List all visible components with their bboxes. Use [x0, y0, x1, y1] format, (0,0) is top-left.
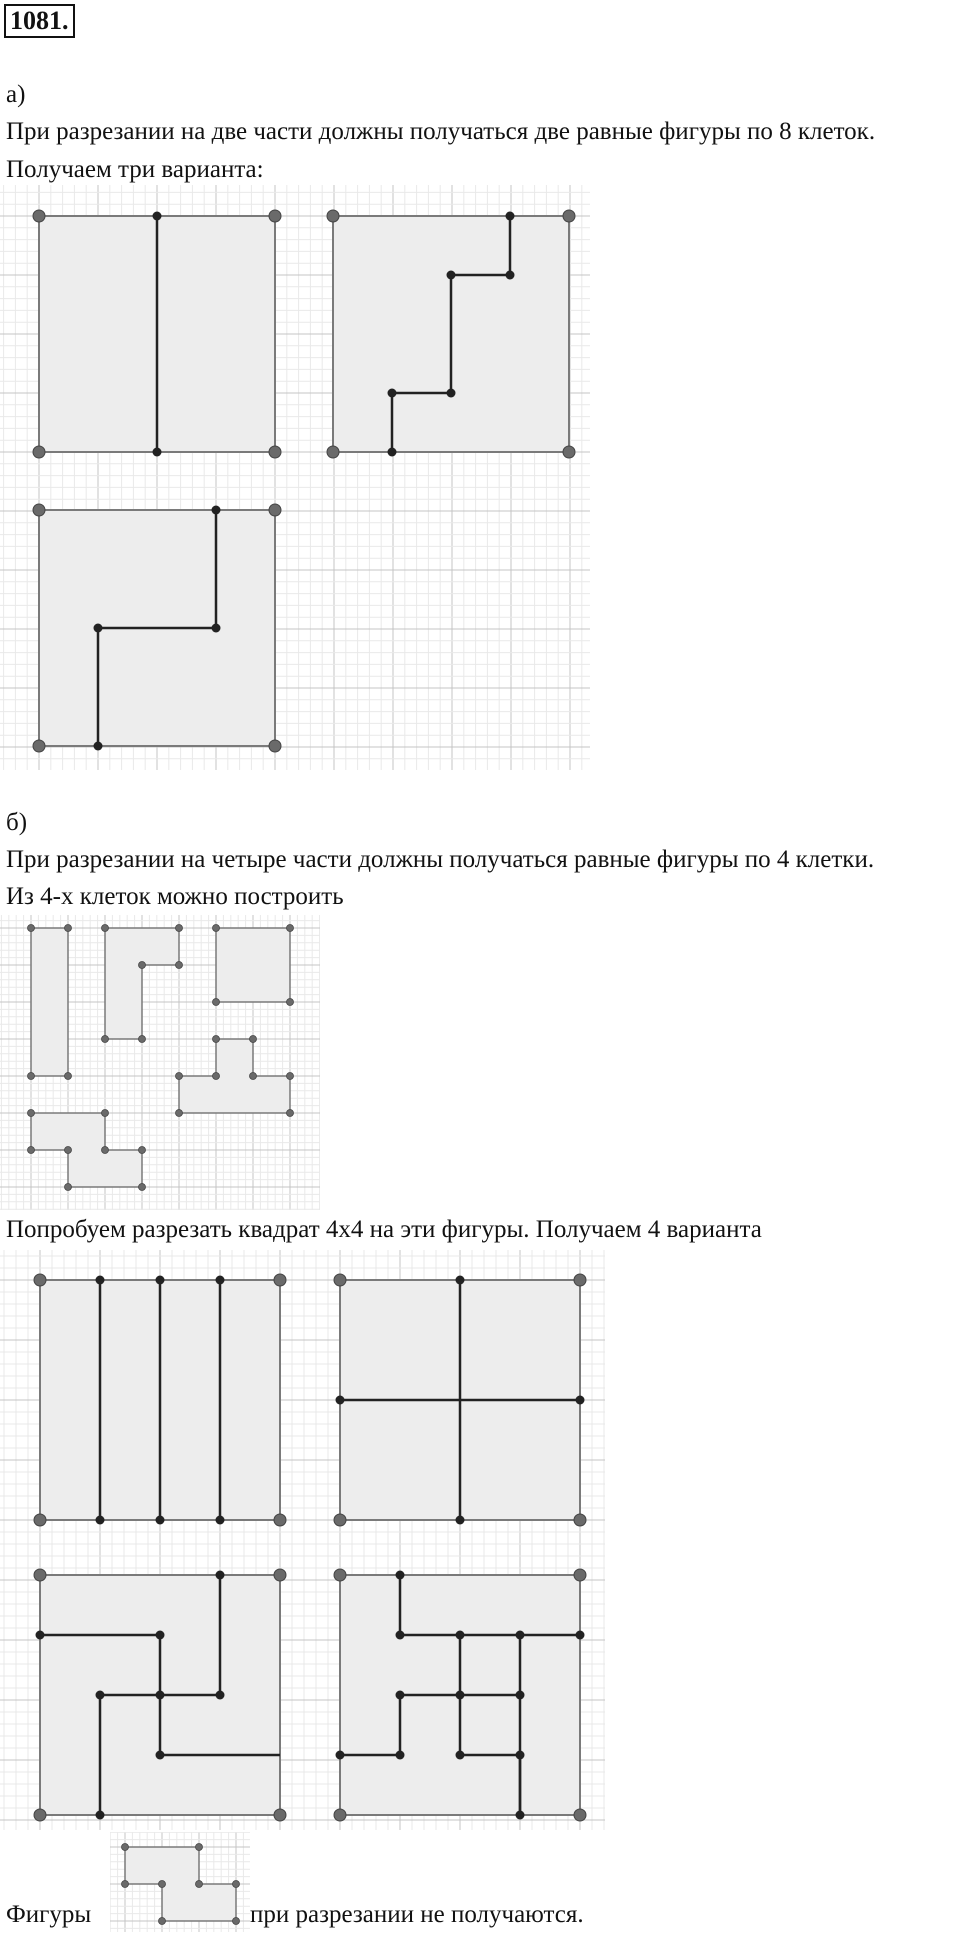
cut-point: [94, 624, 103, 633]
vertex-point: [159, 1881, 166, 1888]
cut-point: [336, 1751, 345, 1760]
vertex-point: [122, 1881, 129, 1888]
cut-point: [96, 1691, 105, 1700]
cut-point: [212, 506, 221, 515]
vertex-point: [28, 1110, 35, 1117]
corner-point: [574, 1569, 586, 1581]
vertex-point: [287, 1110, 294, 1117]
vertex-point: [176, 1073, 183, 1080]
tetromino-z: [122, 1844, 240, 1925]
cut-point: [388, 448, 397, 457]
cut-point: [96, 1516, 105, 1525]
vertex-point: [102, 1036, 109, 1043]
corner-point: [334, 1809, 346, 1821]
vertex-point: [28, 1147, 35, 1154]
vertex-point: [287, 999, 294, 1006]
corner-point: [334, 1514, 346, 1526]
vertex-point: [139, 962, 146, 969]
cut-point: [216, 1516, 225, 1525]
vertex-point: [139, 1147, 146, 1154]
cut-point: [153, 448, 162, 457]
cut-point: [396, 1631, 405, 1640]
vertex-point: [176, 925, 183, 932]
cut-point: [447, 271, 456, 280]
cut-point: [456, 1276, 465, 1285]
corner-point: [334, 1569, 346, 1581]
cut-point: [216, 1276, 225, 1285]
vertex-point: [102, 1110, 109, 1117]
vertex-point: [213, 1073, 220, 1080]
variant-a2: [327, 210, 575, 458]
shape-outline: [179, 1039, 290, 1113]
corner-point: [327, 210, 339, 222]
cut-point: [456, 1516, 465, 1525]
vertex-point: [287, 1073, 294, 1080]
part-b-text-1: При разрезании на четыре части должны получаться равные фигуры по 4 клетки.: [6, 846, 875, 873]
variant-a3: [33, 504, 281, 752]
vertex-point: [139, 1036, 146, 1043]
cut-point: [516, 1751, 525, 1760]
vertex-point: [65, 1147, 72, 1154]
shape-outline: [125, 1847, 236, 1921]
vertex-point: [233, 1881, 240, 1888]
tetromino-l: [102, 925, 183, 1043]
cut-point: [216, 1691, 225, 1700]
tetromino-s: [28, 1110, 146, 1191]
corner-point: [563, 446, 575, 458]
corner-point: [274, 1274, 286, 1286]
problem-number: 1081.: [4, 4, 75, 38]
variant-b3: [34, 1569, 286, 1821]
corner-point: [269, 740, 281, 752]
corner-point: [274, 1569, 286, 1581]
footer-text-before: Фигуры: [6, 1901, 92, 1928]
vertex-point: [196, 1881, 203, 1888]
cut-point: [96, 1811, 105, 1820]
cut-point: [36, 1631, 45, 1640]
corner-point: [269, 504, 281, 516]
corner-point: [33, 504, 45, 516]
cut-point: [156, 1691, 165, 1700]
cut-point: [336, 1396, 345, 1405]
vertex-point: [250, 1036, 257, 1043]
cut-point: [506, 212, 515, 221]
part-a-cut-diagrams: [0, 185, 590, 770]
cut-point: [94, 742, 103, 751]
vertex-point: [213, 925, 220, 932]
corner-point: [33, 446, 45, 458]
corner-point: [33, 210, 45, 222]
cut-point: [447, 389, 456, 398]
part-b-cut-diagrams: [0, 1250, 605, 1830]
part-b-label: б): [6, 809, 28, 836]
vertex-point: [65, 1073, 72, 1080]
corner-point: [33, 740, 45, 752]
corner-point: [269, 210, 281, 222]
vertex-point: [176, 1110, 183, 1117]
cut-point: [212, 624, 221, 633]
corner-point: [327, 446, 339, 458]
cut-point: [516, 1691, 525, 1700]
vertex-point: [176, 962, 183, 969]
part-b-text-3: Попробуем разрезать квадрат 4х4 на эти фигуры. Получаем 4 варианта: [6, 1216, 762, 1243]
corner-point: [574, 1274, 586, 1286]
cut-point: [388, 389, 397, 398]
cut-point: [396, 1751, 405, 1760]
cut-point: [516, 1631, 525, 1640]
cut-point: [156, 1751, 165, 1760]
vertex-point: [139, 1184, 146, 1191]
cut-point: [396, 1691, 405, 1700]
shape-outline: [105, 928, 179, 1039]
vertex-point: [213, 999, 220, 1006]
part-b-text-2: Из 4-х клеток можно построить: [6, 883, 344, 910]
cut-point: [456, 1631, 465, 1640]
cut-point: [506, 271, 515, 280]
corner-point: [34, 1569, 46, 1581]
corner-point: [34, 1809, 46, 1821]
vertex-point: [28, 1073, 35, 1080]
cut-point: [456, 1751, 465, 1760]
corner-point: [274, 1514, 286, 1526]
tetromino-shapes: [0, 915, 320, 1210]
cut-point: [153, 212, 162, 221]
corner-point: [563, 210, 575, 222]
part-a-text-1: При разрезании на две части должны получаться две равные фигуры по 8 клеток.: [6, 118, 876, 145]
variant-b2: [334, 1274, 586, 1526]
cut-point: [156, 1631, 165, 1640]
corner-point: [269, 446, 281, 458]
vertex-point: [159, 1918, 166, 1925]
cut-point: [456, 1691, 465, 1700]
variant-b1: [34, 1274, 286, 1526]
cut-point: [156, 1276, 165, 1285]
part-a-text-2: Получаем три варианта:: [6, 156, 264, 183]
vertex-point: [28, 925, 35, 932]
corner-point: [274, 1809, 286, 1821]
variant-a1: [33, 210, 281, 458]
vertex-point: [250, 1073, 257, 1080]
cut-point: [156, 1516, 165, 1525]
corner-point: [574, 1809, 586, 1821]
vertex-point: [65, 925, 72, 932]
shape-outline: [216, 928, 290, 1002]
vertex-point: [287, 925, 294, 932]
corner-point: [34, 1514, 46, 1526]
vertex-point: [196, 1844, 203, 1851]
tetromino-o: [213, 925, 294, 1006]
vertex-point: [102, 1147, 109, 1154]
cut-point: [576, 1396, 585, 1405]
vertex-point: [102, 925, 109, 932]
corner-point: [574, 1514, 586, 1526]
vertex-point: [233, 1918, 240, 1925]
cut-point: [396, 1571, 405, 1580]
part-a-label: а): [6, 81, 26, 108]
shape-outline: [31, 1113, 142, 1187]
corner-point: [334, 1274, 346, 1286]
tetromino-i: [28, 925, 72, 1080]
z-tetromino-figure: [110, 1832, 250, 1932]
footer-text-after: при разрезании не получаются.: [250, 1901, 584, 1928]
cut-point: [516, 1811, 525, 1820]
vertex-point: [122, 1844, 129, 1851]
shape-outline: [31, 928, 68, 1076]
tetromino-t: [176, 1036, 294, 1117]
cut-point: [576, 1631, 585, 1640]
vertex-point: [213, 1036, 220, 1043]
cut-point: [216, 1571, 225, 1580]
corner-point: [34, 1274, 46, 1286]
vertex-point: [65, 1184, 72, 1191]
cut-point: [96, 1276, 105, 1285]
variant-b4: [334, 1569, 586, 1821]
